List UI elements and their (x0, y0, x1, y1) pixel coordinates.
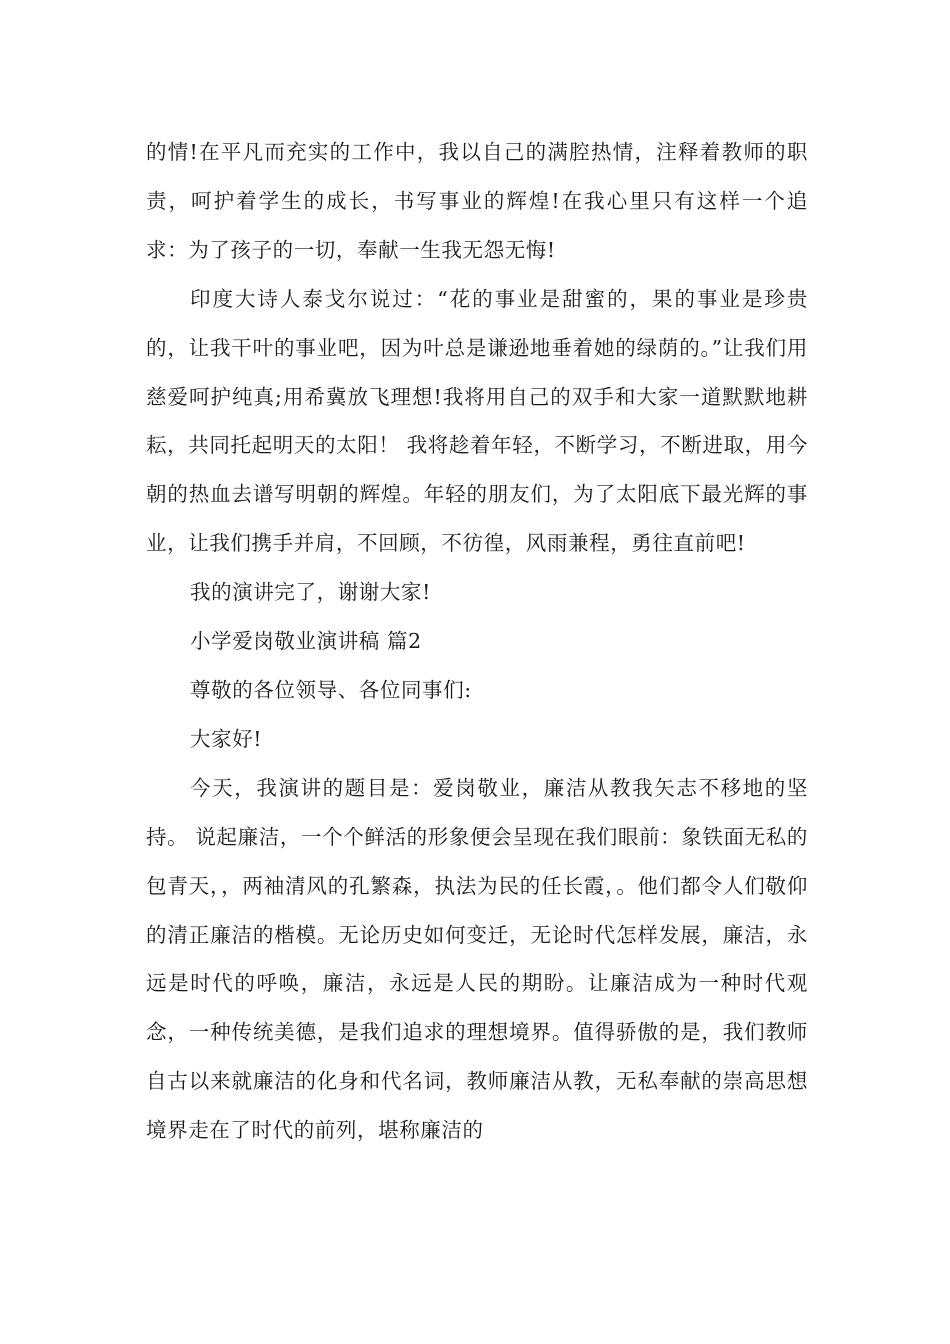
section-heading: 小学爱岗敬业演讲稿 篇2 (190, 629, 422, 654)
paragraph-salutation: 尊敬的各位领导、各位同事们: (190, 677, 472, 702)
paragraph-closing-thanks: 我的演讲完了，谢谢大家! (190, 580, 431, 605)
paragraph-speech-topic: 今天，我演讲的题目是：爱岗敬业，廉洁从教我矢志不移地的坚持。 说起廉洁，一个个鲜活的形象便会呈现在我们眼前：象铁面无私的包青天，，两袖清风的孔繁森，执法为民的任长霞，。他们都令人们敬仰的清正廉洁的楷模。无论历史如何变迁，无论时代怎样发展，廉洁，永远是时代的呼唤，廉洁，永远是人民的期盼。让廉洁成为一种时代观念，一种传统美德，是我们追求的理想境界。值得骄傲的是，我们教师自古以来就廉洁的化身和代名词，教师廉洁从教，无私奉献的崇高思想境界走在了时代的前列，堪称廉洁的 (146, 775, 808, 1143)
paragraph-greeting: 大家好! (190, 726, 263, 751)
paragraph-tagore-quote: 印度大诗人泰戈尔说过：“花的事业是甜蜜的，果的事业是珍贵的，让我干叶的事业吧，因为叶总是谦逊地垂着她的绿荫的。”让我们用慈爱呵护纯真;用希冀放飞理想!我将用自己的双手和大家一道默默地耕耘，共同托起明天的太阳！ 我将趁着年轻，不断学习，不断进取，用今朝的热血去谱写明朝的辉煌。年轻的朋友们，为了太阳底下最光辉的事业，让我们携手并肩，不回顾，不彷徨，风雨兼程，勇往直前吧! (146, 286, 808, 556)
paragraph-continuation: 的情!在平凡而充实的工作中，我以自己的满腔热情，注释着教师的职责，呵护着学生的成长，书写事业的辉煌!在我心里只有这样一个追求：为了孩子的一切，奉献一生我无怨无悔! (146, 140, 808, 262)
document-body (146, 128, 808, 1155)
